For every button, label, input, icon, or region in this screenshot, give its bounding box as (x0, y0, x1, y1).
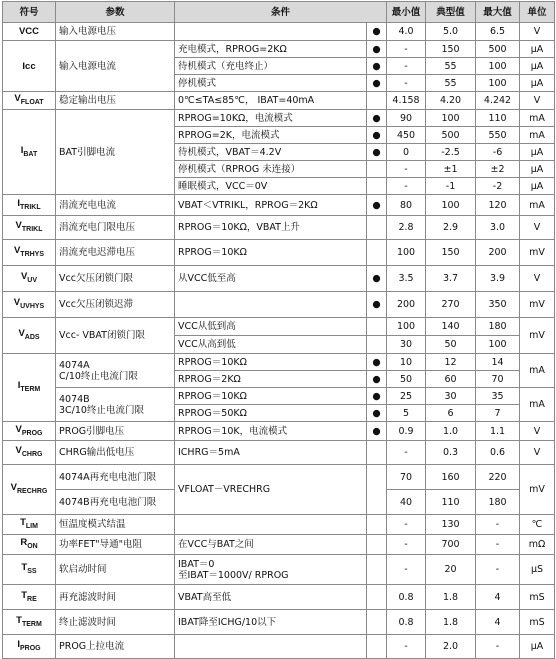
bullet-icon: ● (367, 58, 387, 75)
typ-cell: 20 (426, 555, 476, 585)
typ-cell: 1.0 (426, 422, 476, 441)
parameter-cell: 4074B再充电电池门限 (56, 490, 175, 515)
bullet-icon (367, 161, 387, 178)
parameter-cell: 再充滤波时间 (56, 585, 175, 610)
typ-cell: 4.20 (426, 92, 476, 110)
bullet-icon: ● (367, 422, 387, 441)
unit-cell: V (520, 422, 555, 441)
parameter-cell: BAT引脚电流 (56, 110, 175, 195)
bullet-icon: ● (367, 23, 387, 41)
bullet-icon (367, 178, 387, 195)
min-cell: 2.8 (387, 216, 426, 240)
unit-cell: μA (520, 41, 555, 58)
header-row (3, 2, 555, 23)
symbol-text: VCC (18, 26, 40, 37)
condition-cell: 待机模式（充电终止） (175, 58, 367, 75)
min-cell: - (387, 161, 426, 178)
symbol-cell (3, 441, 56, 465)
typ-cell: 140 (426, 318, 476, 336)
max-cell: 100 (476, 75, 520, 92)
unit-cell: mA (520, 110, 555, 127)
symbol-text: T (16, 614, 22, 626)
condition-cell: 睡眠模式，VCC＝0V (175, 178, 367, 195)
symbol-cell (3, 465, 56, 515)
typ-cell: 30 (426, 388, 476, 405)
condition-cell: 停机模式（RPROG 未连接） (175, 161, 367, 178)
parameter-cell: 软启动时间 (56, 555, 175, 585)
unit-cell: ℃ (520, 515, 555, 535)
typ-cell: 110 (426, 490, 476, 515)
min-cell: 100 (387, 240, 426, 266)
symbol-subscript: ADS (24, 333, 40, 341)
symbol-cell (3, 515, 56, 535)
min-cell: 100 (387, 318, 426, 336)
symbol-cell (3, 110, 56, 195)
unit-cell: V (520, 266, 555, 292)
bullet-icon (367, 240, 387, 266)
bullet-icon (367, 336, 387, 354)
min-cell: 450 (387, 127, 426, 144)
min-cell: 4.0 (387, 23, 426, 41)
parameter-cell: 涓流充电迟滞电压 (56, 240, 175, 266)
symbol-text: V (10, 482, 17, 494)
min-cell: 5 (387, 405, 426, 422)
symbol-subscript: RE (27, 595, 37, 603)
max-cell: 3.9 (476, 266, 520, 292)
symbol-cell (3, 354, 56, 422)
bullet-icon (367, 555, 387, 585)
symbol-subscript: TERM (20, 385, 41, 393)
table-row (3, 465, 555, 490)
table-row (3, 555, 555, 585)
symbol-text: V (14, 93, 21, 105)
symbol-text: V (13, 245, 21, 257)
min-cell: 0.8 (387, 585, 426, 610)
table-row (3, 422, 555, 441)
min-cell: - (387, 515, 426, 535)
bullet-icon: ● (367, 292, 387, 318)
max-cell: 100 (476, 336, 520, 354)
typ-cell: 50 (426, 336, 476, 354)
min-cell: 0.9 (387, 422, 426, 441)
typ-cell: 1.8 (426, 610, 476, 635)
bullet-icon (367, 216, 387, 240)
bullet-icon (367, 535, 387, 555)
max-cell: 7 (476, 405, 520, 422)
bullet-icon (367, 92, 387, 110)
typ-cell: 150 (426, 41, 476, 58)
condition-cell: RPROG＝10KΩ (175, 240, 367, 266)
unit-cell: μS (520, 555, 555, 585)
max-cell: 4 (476, 585, 520, 610)
symbol-subscript: TERM (21, 620, 42, 628)
typ-cell: 1.8 (426, 585, 476, 610)
symbol-cell (3, 266, 56, 292)
parameter-cell: 输入电源电流 (56, 41, 175, 92)
table-row (3, 92, 555, 110)
symbol-subscript: TRHYS (20, 250, 45, 258)
min-cell: 10 (387, 354, 426, 371)
symbol-cell (3, 92, 56, 110)
symbol-subscript: BAT (23, 150, 38, 158)
typ-cell: 100 (426, 110, 476, 127)
typ-cell: -1 (426, 178, 476, 195)
condition-cell: ICHRG＝5mA (175, 441, 367, 465)
parameter-cell: 输入电源电压 (56, 23, 175, 41)
header-max: 最大值 (476, 2, 520, 23)
bullet-icon (367, 515, 387, 535)
unit-cell: mV (520, 465, 555, 515)
symbol-subscript: ON (27, 542, 38, 550)
unit-cell: mA (520, 127, 555, 144)
max-cell: 35 (476, 388, 520, 405)
table-row (3, 292, 555, 318)
max-cell: 110 (476, 110, 520, 127)
max-cell: 180 (476, 318, 520, 336)
unit-cell: μA (520, 58, 555, 75)
table-row (3, 318, 555, 336)
table-row (3, 23, 555, 41)
max-cell: 1.1 (476, 422, 520, 441)
condition-cell: VBAT高至低 (175, 585, 367, 610)
symbol-cell (3, 216, 56, 240)
table-row (3, 195, 555, 216)
condition-cell: RPROG＝10K，电流模式 (175, 422, 367, 441)
symbol-text: R (20, 537, 28, 549)
symbol-subscript: CHRG (21, 450, 43, 458)
condition-cell (175, 555, 367, 585)
bullet-icon: ● (367, 75, 387, 92)
parameter-line: C/10终止电流门限 (59, 370, 138, 382)
symbol-text: I (17, 380, 21, 392)
typ-cell: 6 (426, 405, 476, 422)
unit-cell: mΩ (520, 535, 555, 555)
symbol-subscript: FLOAT (20, 98, 44, 106)
condition-cell (175, 23, 367, 41)
min-cell: 40 (387, 490, 426, 515)
min-cell: - (387, 58, 426, 75)
table-row (3, 635, 555, 659)
min-cell: 90 (387, 110, 426, 127)
unit-cell: mV (520, 240, 555, 266)
min-cell: 3.5 (387, 266, 426, 292)
bullet-icon (367, 318, 387, 336)
symbol-cell (3, 318, 56, 354)
symbol-text: I (20, 144, 24, 156)
unit-cell: μA (520, 75, 555, 92)
parameter-cell: 终止滤波时间 (56, 610, 175, 635)
typ-cell: 150 (426, 240, 476, 266)
parameter-cell: 涓流充电电流 (56, 195, 175, 216)
parameter-cell: 4074A再充电电池门限 (56, 465, 175, 490)
bullet-icon: ● (367, 144, 387, 161)
symbol-cell (3, 195, 56, 216)
parameter-line: 3C/10终止电流门限 (59, 404, 144, 416)
parameter-cell: Vcc欠压闭锁门限 (56, 266, 175, 292)
parameter-cell (56, 354, 175, 388)
max-cell: ±2 (476, 161, 520, 178)
symbol-subscript: LIM (25, 522, 38, 530)
bullet-icon: ● (367, 388, 387, 405)
bullet-icon: ● (367, 195, 387, 216)
typ-cell: 270 (426, 292, 476, 318)
symbol-text: T (21, 562, 28, 574)
typ-cell: -2.5 (426, 144, 476, 161)
bullet-icon: ● (367, 266, 387, 292)
unit-cell: V (520, 441, 555, 465)
table-row (3, 354, 555, 371)
max-cell: 100 (476, 58, 520, 75)
header-typ: 典型值 (426, 2, 476, 23)
min-cell: - (387, 75, 426, 92)
min-cell: 30 (387, 336, 426, 354)
typ-cell: 55 (426, 75, 476, 92)
table-row (3, 110, 555, 127)
table-row (3, 441, 555, 465)
typ-cell: 55 (426, 58, 476, 75)
symbol-text: V (15, 220, 22, 232)
max-cell: 3.0 (476, 216, 520, 240)
condition-cell: 0℃≤TA≤85℃， IBAT=40mA (175, 92, 367, 110)
condition-cell: 充电模式，RPROG=2KΩ (175, 41, 367, 58)
table-row (3, 240, 555, 266)
parameter-line: 4074A (59, 359, 90, 371)
min-cell: 0 (387, 144, 426, 161)
max-cell: - (476, 555, 520, 585)
unit-cell: mV (520, 292, 555, 318)
typ-cell: 5.0 (426, 23, 476, 41)
condition-cell: VCC从低到高 (175, 318, 367, 336)
parameter-cell: Vcc- VBAT闭锁门限 (56, 318, 175, 354)
parameter-cell: 恒温度模式结温 (56, 515, 175, 535)
header-unit: 单位 (520, 2, 555, 23)
condition-cell: 从VCC低至高 (175, 266, 367, 292)
max-cell: - (476, 515, 520, 535)
min-cell: 0.8 (387, 610, 426, 635)
max-cell: 120 (476, 195, 520, 216)
parameter-cell: 涓流充电门限电压 (56, 216, 175, 240)
typ-cell: 2.0 (426, 635, 476, 659)
condition-cell: 待机模式，VBAT＝4.2V (175, 144, 367, 161)
bullet-icon: ● (367, 41, 387, 58)
condition-cell: VBAT＜VTRIKL，RPROG＝2KΩ (175, 195, 367, 216)
max-cell: - (476, 635, 520, 659)
symbol-cell (3, 422, 56, 441)
unit-cell: mV (520, 318, 555, 354)
table-row (3, 216, 555, 240)
unit-cell: mS (520, 610, 555, 635)
parameter-cell (56, 388, 175, 422)
condition-cell: RPROG＝10KΩ (175, 354, 367, 371)
condition-cell: RPROG=2K，电流模式 (175, 127, 367, 144)
condition-cell: RPROG＝10KΩ，VBAT上升 (175, 216, 367, 240)
parameter-cell: Vcc欠压闭锁迟滞 (56, 292, 175, 318)
symbol-subscript: TRIKL (21, 225, 43, 233)
condition-cell: 停机模式 (175, 75, 367, 92)
bullet-icon (367, 441, 387, 465)
bullet-icon: ● (367, 405, 387, 422)
unit-cell: V (520, 23, 555, 41)
unit-cell: mA (520, 388, 555, 422)
symbol-text: I (17, 197, 21, 209)
parameter-cell: CHRG输出低电压 (56, 441, 175, 465)
bullet-icon: ● (367, 354, 387, 371)
parameter-cell: PROG上拉电流 (56, 635, 175, 659)
symbol-text: V (20, 271, 28, 283)
symbol-text: T (20, 517, 26, 529)
condition-cell (175, 515, 367, 535)
parameter-line: 4074B (59, 393, 90, 405)
symbol-cell (3, 555, 56, 585)
condition-cell: VCC从高到低 (175, 336, 367, 354)
condition-cell (175, 635, 367, 659)
symbol-text: V (15, 445, 22, 457)
min-cell: - (387, 555, 426, 585)
symbol-cell (3, 610, 56, 635)
symbol-cell (3, 585, 56, 610)
condition-cell: RPROG＝50KΩ (175, 405, 367, 422)
typ-cell: 500 (426, 127, 476, 144)
min-cell: - (387, 178, 426, 195)
symbol-subscript: PROG (21, 429, 43, 437)
header-symbol: 符号 (3, 2, 56, 23)
parameter-cell: 稳定输出电压 (56, 92, 175, 110)
max-cell: 350 (476, 292, 520, 318)
symbol-cell (3, 240, 56, 266)
symbol-text: V (15, 423, 22, 435)
unit-cell: V (520, 216, 555, 240)
unit-cell: μA (520, 161, 555, 178)
condition-line: IBAT＝0 (178, 558, 215, 570)
max-cell: 220 (476, 465, 520, 490)
min-cell: 50 (387, 371, 426, 388)
symbol-cell (3, 635, 56, 659)
table-row (3, 515, 555, 535)
symbol-cell (3, 292, 56, 318)
symbol-cell (3, 535, 56, 555)
symbol-text: I (17, 639, 20, 651)
bullet-icon (367, 465, 387, 515)
max-cell: -6 (476, 144, 520, 161)
typ-cell: 160 (426, 465, 476, 490)
max-cell: 500 (476, 41, 520, 58)
typ-cell: 2.9 (426, 216, 476, 240)
symbol-text: V (18, 328, 25, 340)
unit-cell: mA (520, 195, 555, 216)
min-cell: 4.158 (387, 92, 426, 110)
condition-cell: 在VCC与BAT之间 (175, 535, 367, 555)
condition-cell: RPROG＝2KΩ (175, 371, 367, 388)
bullet-icon: ● (367, 127, 387, 144)
symbol-cell (3, 41, 56, 92)
unit-cell: mS (520, 585, 555, 610)
max-cell: 0.6 (476, 441, 520, 465)
symbol-text: V (13, 297, 21, 309)
unit-cell: V (520, 92, 555, 110)
typ-cell: 12 (426, 354, 476, 371)
min-cell: - (387, 441, 426, 465)
typ-cell: ±1 (426, 161, 476, 178)
condition-cell: RPROG=10KΩ，电流模式 (175, 110, 367, 127)
symbol-subscript: UVHYS (20, 302, 45, 310)
max-cell: 180 (476, 490, 520, 515)
bullet-icon (367, 610, 387, 635)
unit-cell: mA (520, 354, 555, 388)
header-parameter: 参数 (56, 2, 175, 23)
symbol-text: T (21, 589, 28, 601)
symbol-cell (3, 23, 56, 41)
max-cell: 4.242 (476, 92, 520, 110)
condition-cell: IBAT降至ICHG/10以下 (175, 610, 367, 635)
min-cell: 25 (387, 388, 426, 405)
symbol-subscript: UV (27, 276, 38, 284)
bullet-icon (367, 635, 387, 659)
typ-cell: 100 (426, 195, 476, 216)
symbol-subscript: TRIKL (20, 203, 41, 211)
min-cell: - (387, 635, 426, 659)
max-cell: 14 (476, 354, 520, 371)
max-cell: - (476, 535, 520, 555)
typ-cell: 60 (426, 371, 476, 388)
spec-table (2, 1, 555, 659)
header-condition: 条件 (175, 2, 387, 23)
condition-cell: RPROG＝10KΩ (175, 388, 367, 405)
unit-cell: μA (520, 635, 555, 659)
condition-cell: VFLOAT－VRECHRG (175, 465, 367, 515)
typ-cell: 0.3 (426, 441, 476, 465)
min-cell: - (387, 41, 426, 58)
min-cell: - (387, 535, 426, 555)
unit-cell: μA (520, 144, 555, 161)
condition-cell (175, 292, 367, 318)
bullet-icon: ● (367, 110, 387, 127)
symbol-subscript: RECHRG (17, 487, 48, 495)
typ-cell: 3.7 (426, 266, 476, 292)
typ-cell: 700 (426, 535, 476, 555)
max-cell: 4 (476, 610, 520, 635)
min-cell: 80 (387, 195, 426, 216)
max-cell: 550 (476, 127, 520, 144)
max-cell: 200 (476, 240, 520, 266)
symbol-subscript: PROG (20, 644, 41, 652)
max-cell: -2 (476, 178, 520, 195)
table-row (3, 41, 555, 58)
condition-line: 至IBAT＝1000V/ RPROG (178, 569, 289, 581)
bullet-icon (367, 585, 387, 610)
parameter-cell: 功率FET"导通"电阻 (56, 535, 175, 555)
header-min: 最小值 (387, 2, 426, 23)
symbol-text: Icc (22, 60, 36, 72)
typ-cell: 130 (426, 515, 476, 535)
parameter-cell: PROG引脚电压 (56, 422, 175, 441)
max-cell: 70 (476, 371, 520, 388)
max-cell: 6.5 (476, 23, 520, 41)
table-row (3, 585, 555, 610)
symbol-subscript: SS (27, 567, 37, 575)
table-row (3, 535, 555, 555)
min-cell: 70 (387, 465, 426, 490)
table-row (3, 388, 555, 405)
table-row (3, 610, 555, 635)
bullet-icon: ● (367, 371, 387, 388)
unit-cell: μA (520, 178, 555, 195)
min-cell: 200 (387, 292, 426, 318)
table-row (3, 266, 555, 292)
